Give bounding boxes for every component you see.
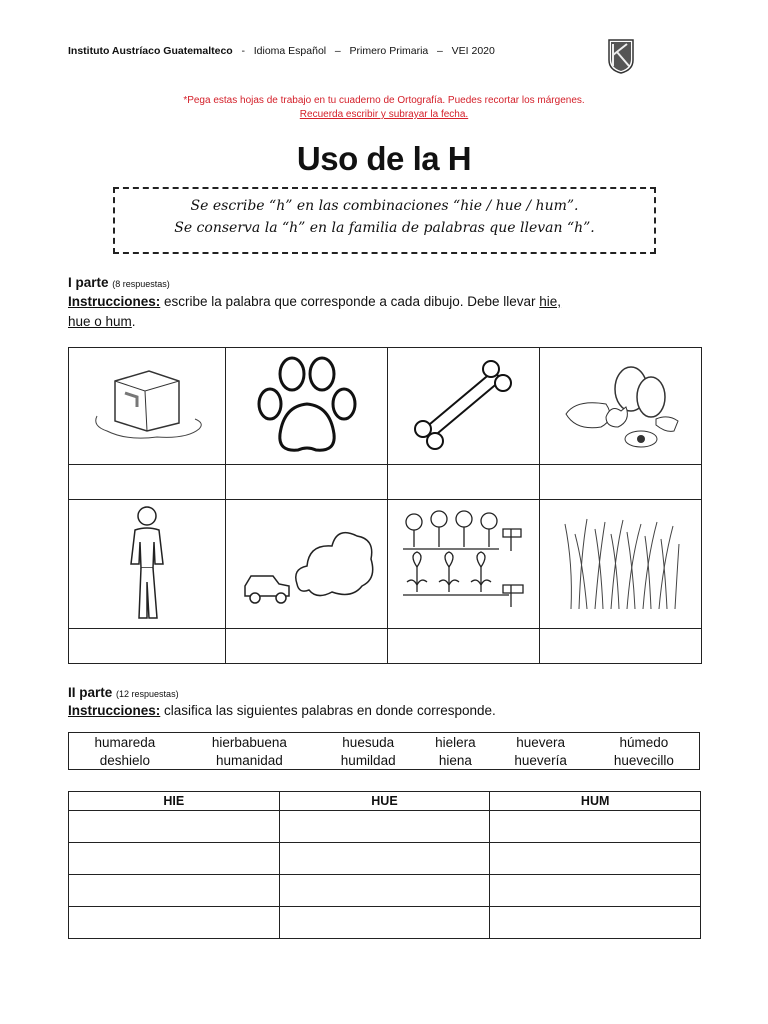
instructions-text: escribe la palabra que corresponde a cada dibujo. Debe llevar [160,294,540,309]
word-row [69,751,700,770]
word: húmedo [619,734,669,750]
rule-2: Se conserva la “h” en la familia de palabras que llevan “h”. [174,220,595,236]
instructions-hie: hie, [539,294,562,309]
instructions-text: clasifica las siguientes palabras en donde corresponde. [160,703,496,718]
word: hierbabuena [211,734,287,750]
course-code: VEI 2020 [451,45,495,57]
word: huevera [516,734,565,750]
school-name: Instituto Austríaco Guatemalteco [68,45,233,57]
part2-count: (12 respuestas) [116,689,179,699]
word: humareda [94,734,156,750]
column-header-hie: HIE [69,792,280,811]
part1-heading [68,275,170,290]
part1-instructions [68,292,688,332]
column-header-hum: HUM [490,792,701,811]
man-standing-icon [107,502,187,626]
separator: – [334,45,341,57]
rule-1: Se escribe “h” en las combinaciones “hie / hue / hum”. [190,198,579,214]
answer-cell[interactable] [69,629,226,664]
word: hielera [435,734,476,750]
column-header-hue: HUE [279,792,490,811]
garden-icon [399,507,529,622]
picture-cell [540,348,702,465]
subject: Idioma Español [253,45,327,57]
grass-icon [561,514,681,614]
picture-cell [388,500,540,629]
instructions-hue-hum: hue o hum [68,314,132,329]
answer-cell[interactable] [279,843,490,875]
picture-cell [540,500,702,629]
word: humildad [340,752,396,768]
answer-cell[interactable] [540,465,702,500]
picture-grid [68,347,702,664]
bone-icon [409,359,519,454]
picture-cell [225,348,388,465]
picture-cell [388,348,540,465]
answer-cell[interactable] [69,811,280,843]
answer-cell[interactable] [540,629,702,664]
instructions-label: Instrucciones: [68,703,161,718]
word: huevecillo [613,752,674,768]
page-title: Uso de la H [296,140,472,177]
answer-cell[interactable] [69,465,226,500]
eggs-icon [556,359,686,454]
table-row [69,907,701,939]
classification-table [68,791,701,939]
word: huevería [514,752,567,768]
picture-cell [225,500,388,629]
answer-cell[interactable] [490,875,701,907]
instructions-end: . [131,314,136,329]
word: hiena [438,752,472,768]
answer-cell[interactable] [490,907,701,939]
instructions-label: Instrucciones: [68,294,161,309]
picture-cell [69,500,226,629]
part2-instructions [68,703,496,718]
answer-cell[interactable] [69,875,280,907]
answer-cell[interactable] [388,629,540,664]
ice-cube-icon [87,361,207,451]
word: huesuda [342,734,395,750]
answer-cell[interactable] [490,843,701,875]
table-row [69,843,701,875]
rule-box [113,187,656,254]
car-smoke-icon [237,514,377,614]
date-note [0,109,768,120]
answer-cell[interactable] [225,465,388,500]
picture-cell [69,348,226,465]
school-shield-logo [607,38,635,74]
word-bank [68,732,700,770]
answer-cell[interactable] [69,907,280,939]
separator: – [437,45,443,57]
instruction-note: *Pega estas hojas de trabajo en tu cuaderno de Ortografía. Puedes recortar los márgenes. [183,95,585,106]
answer-cell[interactable] [490,811,701,843]
answer-cell[interactable] [69,843,280,875]
date-note-text: Recuerda escribir y subrayar la fecha. [299,109,469,120]
answer-cell[interactable] [225,629,388,664]
grade: Primero Primaria [349,45,429,57]
header [68,45,495,57]
answer-cell[interactable] [279,907,490,939]
word: deshielo [99,752,150,768]
answer-cell[interactable] [388,465,540,500]
part1-count: (8 respuestas) [112,279,170,289]
table-row [69,875,701,907]
part2-title: II parte [68,685,113,700]
answer-cell[interactable] [279,811,490,843]
answer-cell[interactable] [279,875,490,907]
part1-title: I parte [68,275,109,290]
part2-heading [68,685,179,700]
paw-print-icon [252,354,362,459]
word: humanidad [215,752,283,768]
table-row [69,811,701,843]
word-row [69,733,700,752]
separator: - [241,45,245,57]
